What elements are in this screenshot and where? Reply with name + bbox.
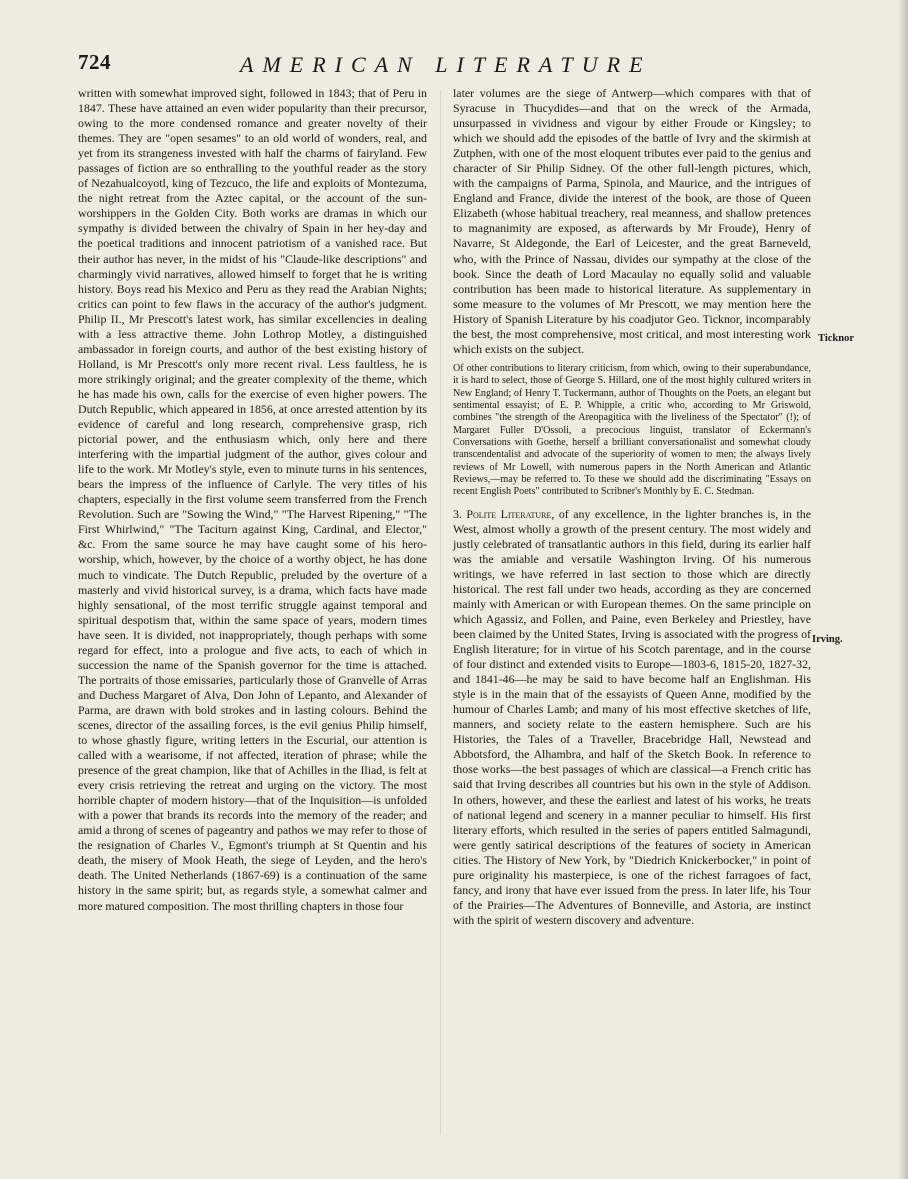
page-edge-shadow (898, 0, 908, 1179)
left-column (78, 86, 427, 914)
section-3-text: of any excellence, in the lighter branches is, in the West, almost wholly a growth of the present century. The most widely and justly celebrated of transatlantic authors in this field, during its earlier half was the amiable and versatile Washington Irving. Of his numerous writings, we have referred in last section to those which are directly historical. The rest fall under two heads, according as they are concerned mainly with American or with European themes. On the same principle on which Agassiz, and Follen, and Paine, even Berkeley and Priestley, have been claimed by the United States, Irving is associated with the progress of English literature; for in virtue of his Scotch parentage, and in the course of four distinct and extended visits to Europe—1803-6, 1815-20, 1827-32, and 1841-46—he may be said to have become half an Englishman. His style is in the main that of the essayists of Queen Anne, modified by the humour of Charles Lamb; and many of his most effective sketches of life, manners, and society relate to the eastern hemisphere. Such are his Histories, the Tales of a Traveller, Bracebridge Hall, Newstead and Abbotsford, the Alhambra, and half of the Sketch Book. In reference to those works—the best passages of which are classical—a French critic has said that Irving describes all countries but his own in the style of Addison. In others, however, and these the earliest and latest of his works, he treats of national legend and scenery in a manner peculiar to himself. His first literary efforts, which resulted in the series of papers entitled Salmagundi, were gently satirical descriptions of the features of society in American cities. The History of New York, by "Diedrich Knickerbocker," in point of pure originality his masterpiece, is one of the richest farragoes of fact, fancy, and irony that have ever issued from the press. In later life, his Tour of the Prairies—The Adventures of Bonneville, and Astoria, are instinct with the spirit of western discovery and adventure. (453, 506, 811, 927)
right-paragraph-1: later volumes are the siege of Antwerp—which compares with that of Syracuse in Thucydides—and that on the wreck of the Armada, unsurpassed in vividness and vigour by either Froude or Kingsley; to which we should add the episodes of the battle of Ivry and the skirmish at Zutphen, with one of the most eloquent tributes ever paid to the genius and character of Sir Philip Sidney. Of the other full-length pictures, which, with the campaigns of Parma, Spinola, and Maurice, and the intrigues of England and France, divide the interest of the book, are those of Queen Elizabeth (whose habitual treachery, real meanness, and shallow pretences to magnanimity are exposed, as afterwards by Mr Froude), Henry of Navarre, St Aldegonde, the Earl of Leicester, and the great Barneveld, who, with the Prince of Nassau, divides our sympathy at the close of the book. Since the death of Lord Macaulay no equally solid and valuable contribution has been made to historical literature. As supplementary in some measure to the volumes of Mr Prescott, we may mention here the History of Spanish Literature by his coadjutor Geo. Ticknor, incomparably the best, the most comprehensive, most critical, and most interesting work which exists on the subject. (453, 86, 811, 356)
running-title: AMERICAN LITERATURE (240, 52, 652, 77)
right-column (453, 86, 811, 928)
margin-note-irving: Irving. (812, 634, 843, 645)
left-paragraph: written with somewhat improved sight, followed in 1843; that of Peru in 1847. These have attained an even wider popularity than their precursor, owing to the more condensed romance and greater novelty of their themes. They are "open sesames" to an old world of wonders, real, and yet from its strangeness invested with half the charms of fairyland. Few passages of fiction are so enthralling to the youthful reader as the story of Nezahualcoyotl, king of Tezcuco, the life and exploits of Montezuma, the night retreat from the Aztec capital, or the account of the sun-worshippers in the Golden City. Both works are dramas in which our sympathy is divided between the chivalry of Spain in her hey-day and the poetical traditions and innocent patriotism of a vanished race. But their author has never, in the midst of his "Claude-like descriptions" and charmingly vivid narratives, allowed himself to forget that he is writing history. Boys read his Mexico and Peru as they read the Arabian Nights; critics can point to few flaws in the accuracy of the author's judgment. Philip II., Mr Prescott's latest work, has similar excellencies in dealing with a less attractive theme. John Lothrop Motley, a distinguished ambassador in foreign courts, and author of the best existing history of Holland, is Mr Prescott's only more recent rival. Less faultless, he is more strikingly original; and the greater complexity of the theme, which he has made his own, calls for the exercise of even higher powers. The Dutch Republic, which appeared in 1856, at once arrested attention by its evidence of careful and long research, comprehensive grasp, rich pictorial power, and the enthusiasm which, only here and there interfering with the impartial judgment of the author, gives colour and life to the work. Mr Motley's style, even to minute turns in his sentences, bears the impress of the influence of Carlyle. The very titles of his chapters, especially in the first volume seem transferred from the French Revolution. Such are "Sowing the Wind," "The Harvest Ripening," "The First Whirlwind," "The Taciturn against King, Cardinal, and Elector," &c. From the same source he may have caught some of his hero-worship, which, however, by the choice of a worthy object, he has done much to vindicate. The Dutch Republic, preluded by the overture of a masterly and vivid historical survey, is a drama, which facts have made highly sensational, of the most terrific struggle against temporal and spiritual despotism that, within the same space of years, modern times have seen. It is divided, not inappropriately, though perhaps with some regard for effect, into a prologue and five acts, to each of which in succession the name of the Spanish governor for the time is attached. The portraits of those emissaries, particularly those of Granvelle of Arras and Duchess Margaret of Alva, Don John of Lepanto, and Alexander of Parma, are drawn with bold strokes and in lasting colours. Behind the scenes, director of the assailing forces, is the evil genius Philip himself, to whose ghastly figure, writing letters in the Escurial, our attention is called with a wearisome, if not affected, iteration of phrase; while the presence of the great champion, like that of Achilles in the Iliad, is felt at every crisis retrieving the retreat and urging on the victory. The most horrible chapter of modern history—that of the Inquisition—is unfolded with a power that brands its records into the memory of the reader; and amid a throng of scenes of pageantry and pathos we may refer to those of the resignation of Charles V., Egmont's triumph at St Quentin and his death, the misery of Mook Heath, the siege of Leyden, and the hero's death. The United Netherlands (1867-69) is a continuation of the same history in the same spirit; but, as regards style, a somewhat calmer and more matured composition. The most thrilling chapters in those four (78, 86, 428, 913)
page-number: 724 (78, 50, 111, 74)
margin-note-ticknor: Ticknor (818, 333, 854, 344)
section-3-paragraph (453, 507, 811, 928)
column-gutter (440, 90, 441, 1135)
small-print-note: Of other contributions to literary criticism, from which, owing to their superabundance, it is hard to select, those of George S. Hillard, one of the most highly cultured writers in New England; of Henry T. Tuckermann, author of Thoughts on the Poets, an elegant but sentimental essayist; of E. P. Whipple, a critic who, according to Mr Griswold, combines "the strength of the Areopagitica with the liveliness of the Spectator" (!); of Margaret Fuller D'Ossoli, a precocious linguist, translator of Eckermann's Conversations with Goethe, herself a brilliant conversationalist and somewhat cloudy transcendentalist and advocate of the superiority of women to men; the always lively reviews of Mr Lowell, with numerous papers in the North American and Atlantic Reviews,—may be referred to. To these we should add the discriminating "Essays on recent English Poets" contributed to Scribner's Monthly by E. C. Stedman. (453, 362, 811, 498)
page-header (78, 50, 838, 84)
section-label: 3. Polite Literature, (453, 506, 555, 521)
